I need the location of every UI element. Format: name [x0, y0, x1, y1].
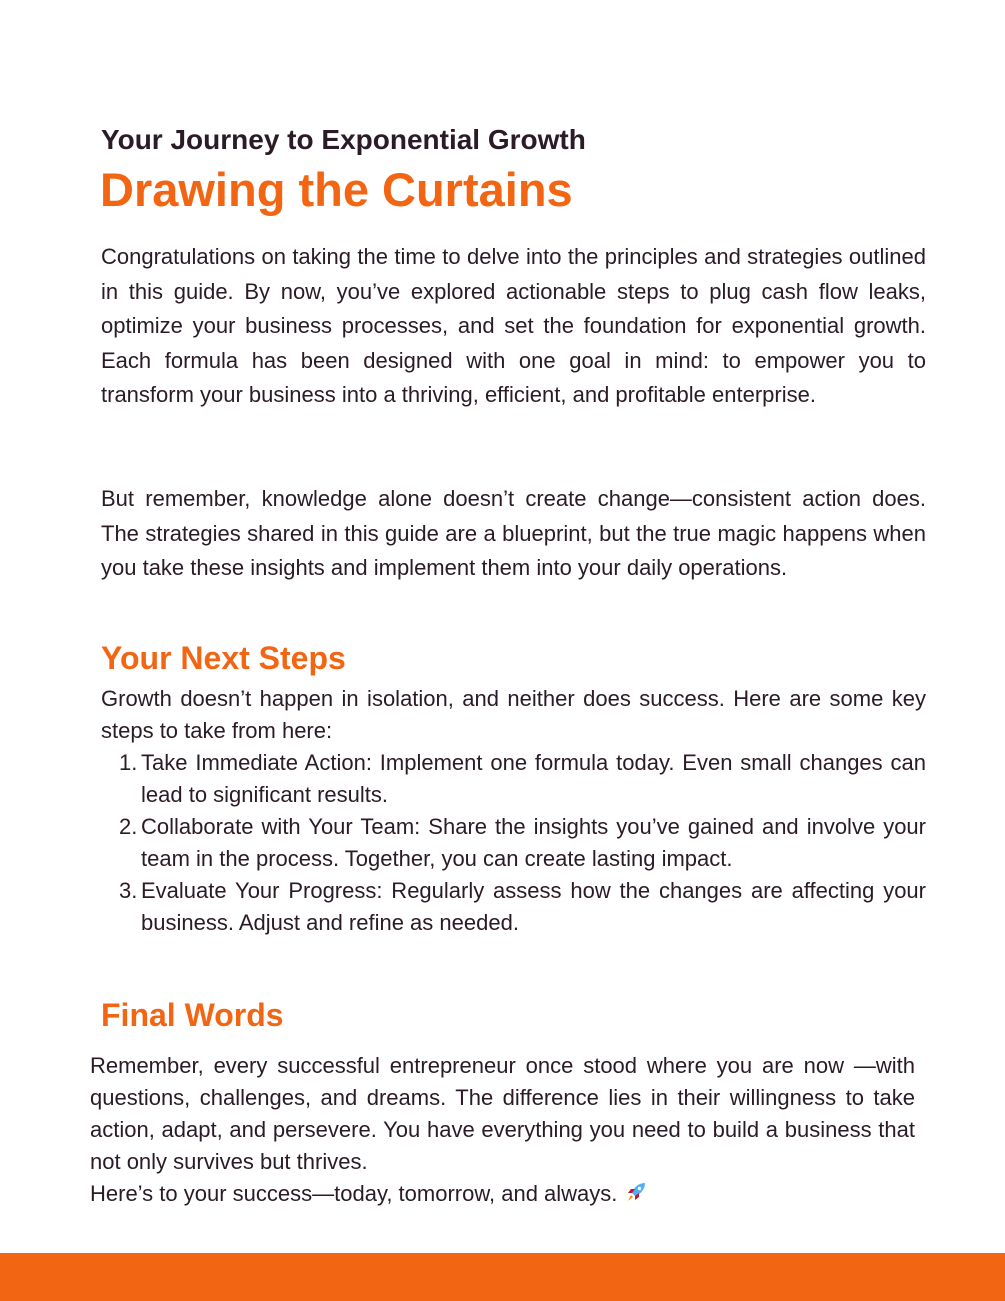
next-steps-section — [101, 683, 926, 939]
final-words-heading: Final Words — [101, 997, 284, 1033]
list-item — [101, 811, 926, 875]
intro-paragraph-2: But remember, knowledge alone doesn’t create change—consistent action does. The strategies shared in this guide are a blueprint, but the true magic happens when you take these insights and implement them into your daily operations. — [101, 486, 926, 580]
rocket-icon — [624, 1180, 648, 1213]
page-subtitle: Your Journey to Exponential Growth — [101, 124, 586, 155]
list-item — [101, 747, 926, 811]
page-title: Drawing the Curtains — [100, 163, 573, 216]
list-number: 1. — [119, 750, 138, 775]
list-number: 3. — [119, 878, 138, 903]
final-words-paragraph: Remember, every successful entrepreneur once stood where you are now —with questions, challenges, and dreams. The difference lies in their willingness to take action, adapt, and persevere. You have everything you need to build a business that not only survives but thrives. — [90, 1053, 915, 1174]
list-text: Take Immediate Action: Implement one formula today. Even small changes can lead to significant results. — [141, 750, 926, 807]
next-steps-lead: Growth doesn’t happen in isolation, and neither does success. Here are some key steps to take from here: — [101, 686, 926, 743]
closing-text: Here’s to your success—today, tomorrow, and always. — [90, 1181, 618, 1206]
list-number: 2. — [119, 814, 138, 839]
list-text: Collaborate with Your Team: Share the insights you’ve gained and involve your team in the process. Together, you can create lasting impact. — [141, 814, 926, 871]
footer-bar — [0, 1253, 1005, 1301]
list-item — [101, 875, 926, 939]
final-words-section — [90, 1050, 915, 1213]
next-steps-list — [101, 747, 926, 939]
list-text: Evaluate Your Progress: Regularly assess how the changes are affecting your business. Adjust and refine as needed. — [141, 878, 926, 935]
closing-line — [90, 1178, 915, 1213]
next-steps-heading: Your Next Steps — [101, 640, 346, 676]
intro-paragraph-1: Congratulations on taking the time to delve into the principles and strategies outlined in this guide. By now, you’ve explored actionable steps to plug cash flow leaks, optimize your business processes, and set the foundation for exponential growth. Each formula has been designed with one goal in mind: to empower you to transform your business into a thriving, efficient, and profitable enterprise. — [101, 244, 926, 407]
